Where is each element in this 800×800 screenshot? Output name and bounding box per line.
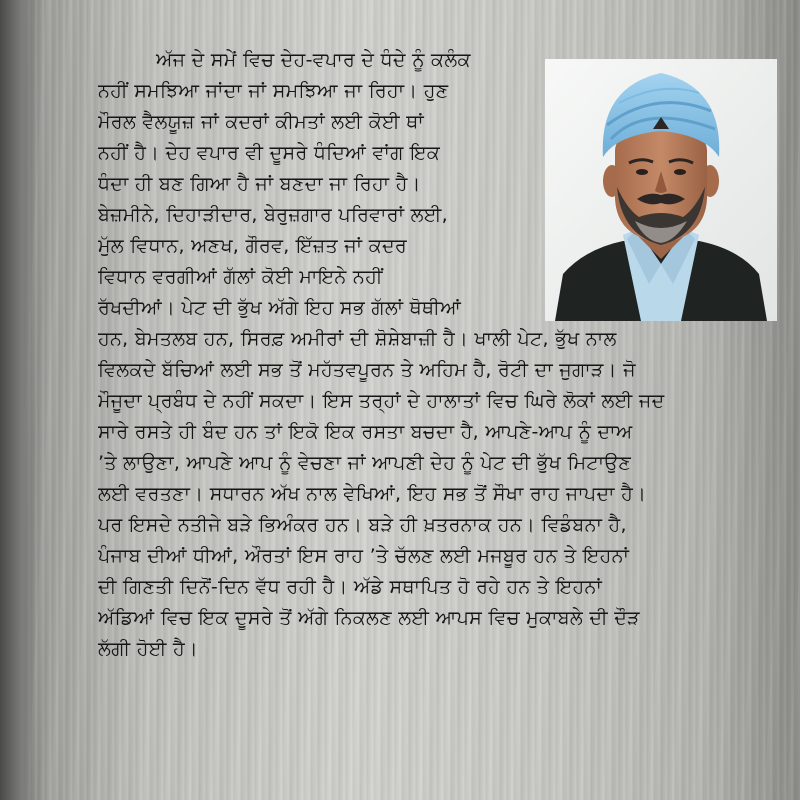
text-line: ਮੁੱਲ ਵਿਧਾਨ, ਅਣਖ, ਗੌਰਵ, ਇੱਜ਼ਤ ਜਾਂ ਕਦਰ [98,235,407,257]
text-line: ’ਤੇ ਲਾਉਣਾ, ਆਪਣੇ ਆਪ ਨੂੰ ਵੇਚਣਾ ਜਾਂ ਆਪਣੀ ਦੇਹ ਨੂੰ ਪੇਟ ਦੀ ਭੁੱਖ ਮਿਟਾਉਣ [98,452,632,474]
text-line: ਲਈ ਵਰਤਣਾ। ਸਧਾਰਨ ਅੱਖ ਨਾਲ ਵੇਖਿਆਂ, ਇਹ ਸਭ ਤੋਂ ਸੌਖਾ ਰਾਹ ਜਾਪਦਾ ਹੈ। [98,483,647,505]
text-line: ਮੌਰਲ ਵੈਲਯੂਜ਼ ਜਾਂ ਕਦਰਾਂ ਕੀਮਤਾਂ ਲਈ ਕੋਈ ਥਾਂ [98,111,424,133]
cover-content [36,0,800,800]
text-line: ਪਰ ਇਸਦੇ ਨਤੀਜੇ ਬੜੇ ਭਿਅੰਕਰ ਹਨ। ਬੜੇ ਹੀ ਖ਼ਤਰਨਾਕ ਹਨ। ਵਿਡੰਬਨਾ ਹੈ, [98,514,627,536]
portrait-illustration [545,59,777,321]
text-line: ਬੇਜ਼ਮੀਨੇ, ਦਿਹਾੜੀਦਾਰ, ਬੇਰੁਜ਼ਗਾਰ ਪਰਿਵਾਰਾਂ ਲਈ, [98,204,449,226]
left-eye [636,169,648,175]
text-line: ਨਹੀਂ ਹੈ। ਦੇਹ ਵਪਾਰ ਵੀ ਦੂਸਰੇ ਧੰਦਿਆਂ ਵਾਂਗ ਇਕ [98,142,441,164]
text-line: ਅੱਡਿਆਂ ਵਿਚ ਇਕ ਦੂਸਰੇ ਤੋਂ ਅੱਗੇ ਨਿਕਲਣ ਲਈ ਆਪਸ ਵਿਚ ਮੁਕਾਬਲੇ ਦੀ ਦੌੜ [98,607,640,629]
text-line: ਮੌਜੂਦਾ ਪ੍ਰਬੰਧ ਦੇ ਨਹੀਂ ਸਕਦਾ। ਇਸ ਤਰ੍ਹਾਂ ਦੇ ਹਾਲਾਤਾਂ ਵਿਚ ਘਿਰੇ ਲੋਕਾਂ ਲਈ ਜਦ [98,390,665,412]
text-line: ਧੰਦਾ ਹੀ ਬਣ ਗਿਆ ਹੈ ਜਾਂ ਬਣਦਾ ਜਾ ਰਿਹਾ ਹੈ। [98,173,421,195]
text-line: ਵਿਧਾਨ ਵਰਗੀਆਂ ਗੱਲਾਂ ਕੋਈ ਮਾਇਨੇ ਨਹੀਂ [98,266,383,288]
text-line: ਰੱਖਦੀਆਂ। ਪੇਟ ਦੀ ਭੁੱਖ ਅੱਗੇ ਇਹ ਸਭ ਗੱਲਾਂ ਥੋਥੀਆਂ [98,297,462,319]
text-line: ਲੱਗੀ ਹੋਈ ਹੈ। [98,638,199,660]
author-portrait [545,59,777,321]
text-line: ਨਹੀਂ ਸਮਝਿਆ ਜਾਂਦਾ ਜਾਂ ਸਮਝਿਆ ਜਾ ਰਿਹਾ। ਹੁਣ [98,80,449,102]
right-eye [674,169,686,175]
text-line: ਅੱਜ ਦੇ ਸਮੇਂ ਵਿਚ ਦੇਹ-ਵਪਾਰ ਦੇ ਧੰਦੇ ਨੂੰ ਕਲੰਕ [156,49,471,71]
text-line: ਵਿਲਕਦੇ ਬੱਚਿਆਂ ਲਈ ਸਭ ਤੋਂ ਮਹੱਤਵਪੂਰਨ ਤੇ ਅਹਿਮ ਹੈ, ਰੋਟੀ ਦਾ ਜੁਗਾੜ। ਜੋ [98,359,636,381]
text-line: ਸਾਰੇ ਰਸਤੇ ਹੀ ਬੰਦ ਹਨ ਤਾਂ ਇਕੋ ਇਕ ਰਸਤਾ ਬਚਦਾ ਹੈ, ਆਪਣੇ-ਆਪ ਨੂੰ ਦਾਅ [98,421,633,443]
text-line: ਦੀ ਗਿਣਤੀ ਦਿਨੋਂ-ਦਿਨ ਵੱਧ ਰਹੀ ਹੈ। ਅੱਡੇ ਸਥਾਪਿਤ ਹੋ ਰਹੇ ਹਨ ਤੇ ਇਹਨਾਂ [98,576,603,598]
text-line: ਹਨ, ਬੇਮਤਲਬ ਹਨ, ਸਿਰਫ਼ ਅਮੀਰਾਂ ਦੀ ਸ਼ੋਸ਼ੇਬਾਜ਼ੀ ਹੈ। ਖਾਲੀ ਪੇਟ, ਭੁੱਖ ਨਾਲ [98,328,617,350]
book-spine-shadow [0,0,36,800]
text-line: ਪੰਜਾਬ ਦੀਆਂ ਧੀਆਂ, ਔਰਤਾਂ ਇਸ ਰਾਹ ’ਤੇ ਚੱਲਣ ਲਈ ਮਜਬੂਰ ਹਨ ਤੇ ਇਹਨਾਂ [98,545,630,567]
